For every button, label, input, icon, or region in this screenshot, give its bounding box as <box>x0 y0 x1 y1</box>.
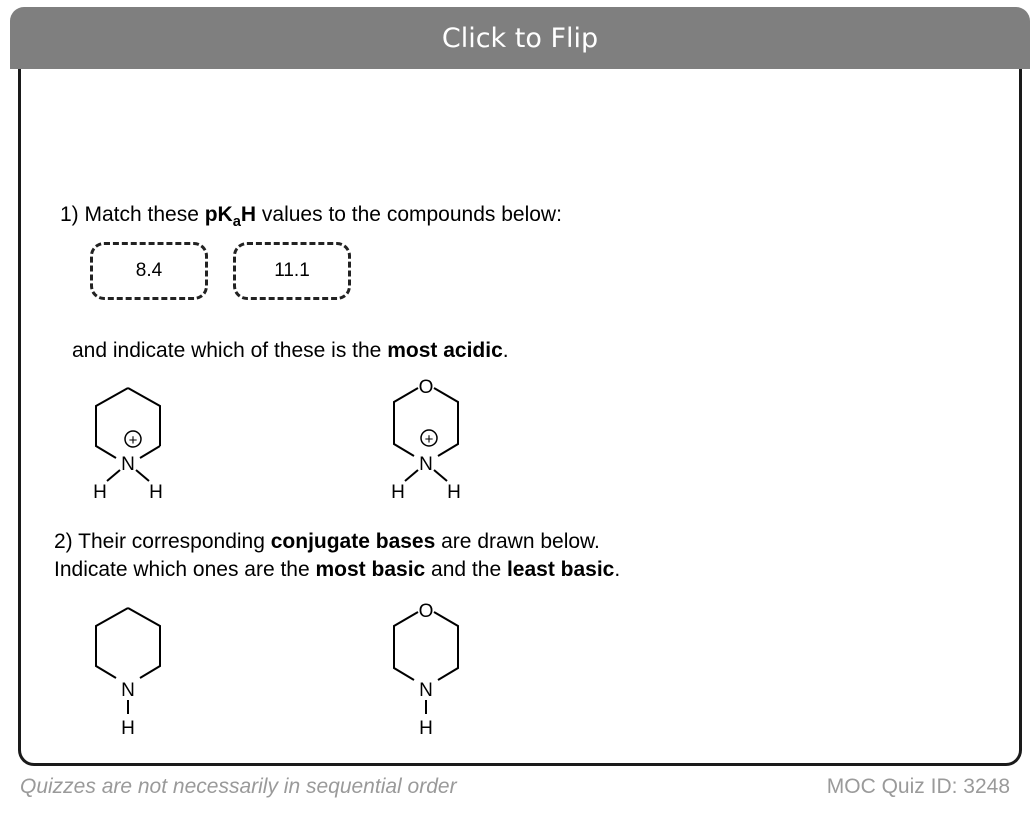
q2-l2-bold1: most basic <box>315 558 426 581</box>
hydrogen-atom: H <box>93 482 107 503</box>
pka-label <box>204 203 257 231</box>
morpholine-structure <box>378 596 488 740</box>
hydrogen-atom: H <box>447 482 461 503</box>
pka-main: pK <box>204 203 233 226</box>
quiz-id: MOC Quiz ID: 3248 <box>826 775 1010 798</box>
oxygen-atom: O <box>418 377 434 398</box>
question-2-text <box>54 528 620 584</box>
nitrogen-atom: N <box>121 680 135 701</box>
pka-sub: a <box>232 214 241 231</box>
q1b-prefix: and indicate which of these is the <box>72 339 388 362</box>
q2-l1-prefix: 2) Their corresponding <box>54 530 271 553</box>
nitrogen-atom: N <box>419 680 433 701</box>
pka-value-box <box>90 242 208 300</box>
q1b-suffix: . <box>502 339 509 362</box>
q2-line-2 <box>54 556 620 584</box>
plus-sign: + <box>128 432 138 449</box>
oxygen-atom: O <box>418 601 434 622</box>
pka-value: 11.1 <box>274 260 310 281</box>
q1b-bold: most acidic <box>387 339 503 362</box>
nitrogen-atom: N <box>121 454 135 475</box>
sequence-note: Quizzes are not necessarily in sequential order <box>20 775 457 798</box>
hydrogen-atom: H <box>149 482 163 503</box>
q2-line-1 <box>54 528 620 556</box>
q2-l2-mid: and the <box>425 558 507 581</box>
pka-value: 8.4 <box>135 260 163 281</box>
hydrogen-atom: H <box>391 482 405 503</box>
nitrogen-atom: N <box>419 454 433 475</box>
flip-label: Click to Flip <box>441 22 599 54</box>
q1-suffix: values to the compounds below: <box>256 203 562 226</box>
pka-tail: H <box>240 203 257 226</box>
morpholinium-structure <box>378 372 488 508</box>
q2-l2-suffix: . <box>614 558 621 581</box>
pka-value-box <box>233 242 351 300</box>
question-1-instruction <box>72 339 509 363</box>
piperidine-structure <box>80 598 190 738</box>
plus-sign: + <box>424 431 434 448</box>
hydrogen-atom: H <box>121 718 135 739</box>
click-to-flip-button[interactable] <box>10 7 1030 69</box>
piperidinium-structure <box>80 378 190 508</box>
hydrogen-atom: H <box>419 718 433 739</box>
q2-l2-bold2: least basic <box>506 558 615 581</box>
q1-prefix: 1) Match these <box>60 203 205 226</box>
question-1-text <box>60 203 562 230</box>
q2-l2-prefix: Indicate which ones are the <box>54 558 316 581</box>
q2-l1-bold: conjugate bases <box>270 530 436 553</box>
q2-l1-suffix: are drawn below. <box>435 530 600 553</box>
